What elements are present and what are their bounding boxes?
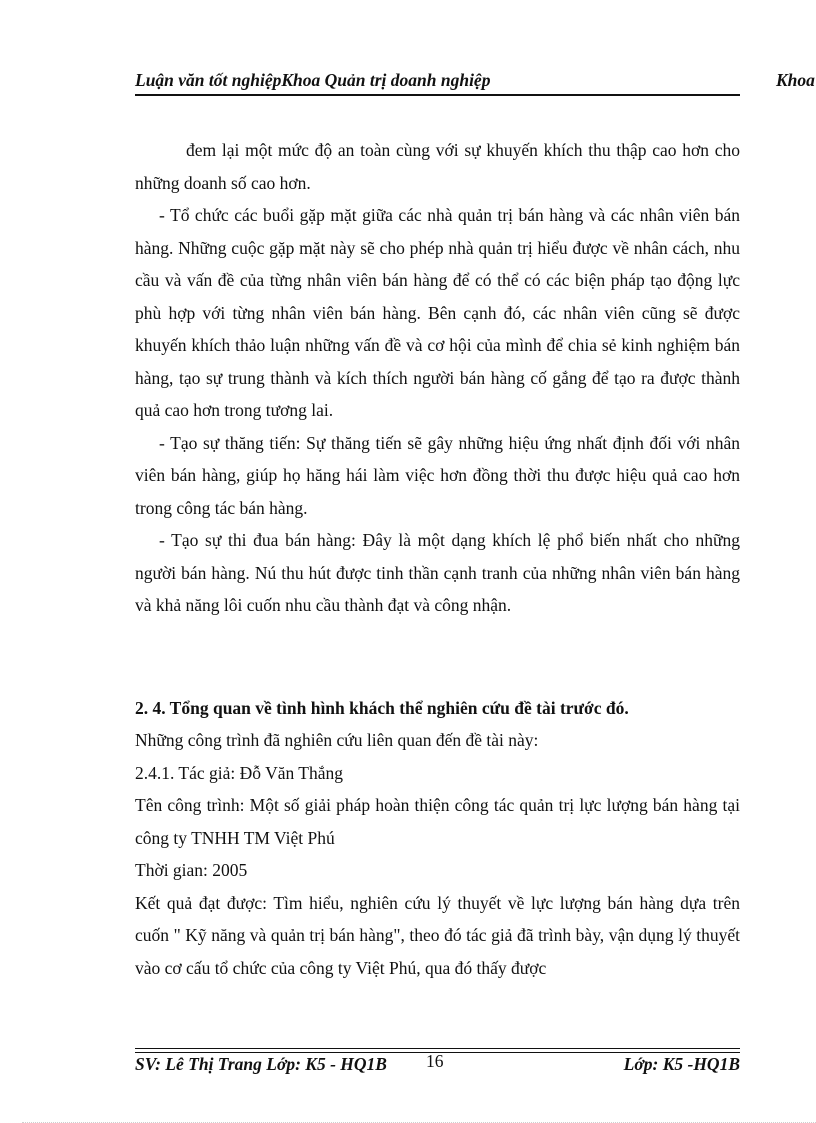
paragraph-meetings: - Tổ chức các buổi gặp mặt giữa các nhà quản trị bán hàng và các nhân viên bán hàng. Những cuộc gặp mặt này sẽ cho phép nhà quản trị hiểu được về nhân cách, nhu cầu và vấn đề của từng nhân viên bán hàng để có thể có các biện pháp tạo động lực phù hợp với từng nhân viên bán hàng. Bên cạnh đó, các nhân viên cũng sẽ được khuyến khích thảo luận những vấn đề và cơ hội của mình để chia sẻ kinh nghiệm bán hàng, tạo sự trung thành và kích thích người bán hàng cố gắng để tạo ra được thành quả cao hơn trong tương lai. xyxy=(135,205,740,420)
footer-rule-top xyxy=(135,1048,740,1049)
header-rule xyxy=(135,94,740,96)
paragraph-competition: - Tạo sự thi đua bán hàng: Đây là một dạng khích lệ phổ biến nhất cho những người bán hàng. Nú thu hút được tinh thần cạnh tranh của những nhân viên bán hàng và khả năng lôi cuốn nhu cầu thành đạt và công nhận. xyxy=(135,530,740,615)
document-body xyxy=(135,134,740,984)
page-number: 16 xyxy=(426,1051,444,1071)
footer-right-text: Lớp: K5 -HQ1B xyxy=(623,1054,740,1074)
project-line: Tên công trình: Một số giải pháp hoàn thiện công tác quản trị lực lượng bán hàng tại công ty TNHH TM Việt Phú xyxy=(135,795,740,848)
page-header xyxy=(135,70,816,92)
author-line: 2.4.1. Tác giả: Đỗ Văn Thắng xyxy=(135,762,344,783)
page-footer xyxy=(135,1051,740,1078)
paragraph-continuation: đem lại một mức độ an toàn cùng với sự khuyến khích thu thập cao hơn cho những doanh số cao hơn. xyxy=(135,140,740,193)
spacer xyxy=(135,622,740,692)
paragraph-promotion: - Tạo sự thăng tiến: Sự thăng tiến sẽ gây những hiệu ứng nhất định đối với nhân viên bán hàng, giúp họ hăng hái làm việc hơn đồng thời thu được hiệu quả cao hơn trong công tác bán hàng. xyxy=(135,432,740,518)
time-line: Thời gian: 2005 xyxy=(135,860,248,880)
header-right-text: Khoa xyxy=(776,70,815,90)
section-heading: 2. 4. Tổng quan về tình hình khách thể nghiên cứu đề tài trước đó. xyxy=(135,697,629,718)
header-left-text: Luận văn tốt nghiệpKhoa Quản trị doanh nghiệp xyxy=(135,70,491,90)
intro-line: Những công trình đã nghiên cứu liên quan đến đề tài này: xyxy=(135,730,539,750)
result-line: Kết quả đạt được: Tìm hiểu, nghiên cứu lý thuyết về lực lượng bán hàng dựa trên cuốn " Kỹ năng và quản trị bán hàng", theo đó tác giả đã trình bày, vận dụng lý thuyết vào cơ cấu tổ chức của công ty Việt Phú, qua đó thấy được xyxy=(135,892,740,978)
footer-left-text: SV: Lê Thị Trang Lớp: K5 - HQ1B xyxy=(135,1054,387,1074)
